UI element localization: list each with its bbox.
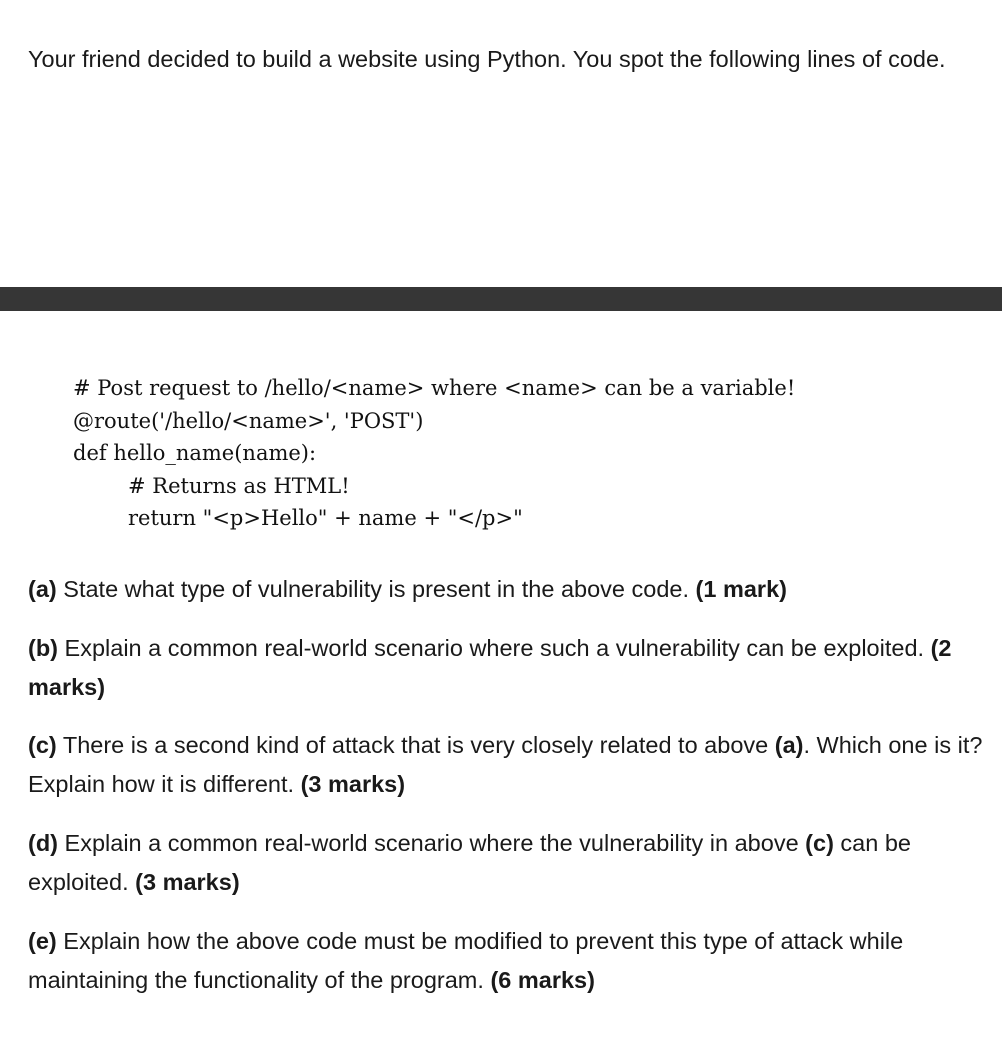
question-c-marks: (3 marks) (300, 771, 406, 797)
question-b-marks: (2 marks) (28, 635, 952, 700)
question-e-marks: (6 marks) (490, 967, 595, 993)
question-a-text: State what type of vulnerability is present in the above code. (56, 576, 696, 602)
question-d (28, 824, 983, 902)
question-d-text-1: Explain a common real-world scenario where the vulnerability in above (58, 830, 806, 856)
question-b-text: Explain a common real-world scenario where such a vulnerability can be exploited. (58, 635, 931, 661)
question-c (28, 726, 983, 804)
question-a-label: (a) (28, 576, 57, 602)
question-c-text-2: . Which one is it? Explain how it is different. (28, 732, 983, 797)
question-d-ref: (c) (805, 830, 834, 856)
question-b-label: (b) (28, 635, 59, 661)
question-a (28, 570, 983, 609)
question-d-marks: (3 marks) (135, 869, 240, 895)
question-d-label: (d) (28, 830, 59, 856)
code-line-comment: # Post request to /hello/<name> where <name> can be a variable! (73, 376, 796, 400)
code-line-def: def hello_name(name): (73, 441, 317, 465)
question-a-marks: (1 mark) (695, 576, 787, 602)
question-b (28, 629, 983, 707)
code-line-return: return "<p>Hello" + name + "</p>" (128, 506, 523, 530)
code-line-decorator: @route('/hello/<name>', 'POST') (73, 408, 424, 433)
question-e-text: Explain how the above code must be modified to prevent this type of attack while maintaining the functionality of the program. (28, 928, 904, 993)
code-block (73, 372, 795, 535)
question-c-ref: (a) (774, 732, 804, 758)
question-d-text-2: can be exploited. (28, 830, 911, 895)
divider-bar (0, 287, 1002, 311)
question-e (28, 922, 983, 1000)
intro-paragraph: Your friend decided to build a website using Python. You spot the following lines of code. (28, 46, 946, 72)
question-c-text-1: There is a second kind of attack that is very closely related to above (56, 732, 775, 758)
code-line-inner-comment: # Returns as HTML! (128, 473, 350, 498)
question-c-label: (c) (28, 732, 57, 758)
question-e-label: (e) (28, 928, 57, 954)
